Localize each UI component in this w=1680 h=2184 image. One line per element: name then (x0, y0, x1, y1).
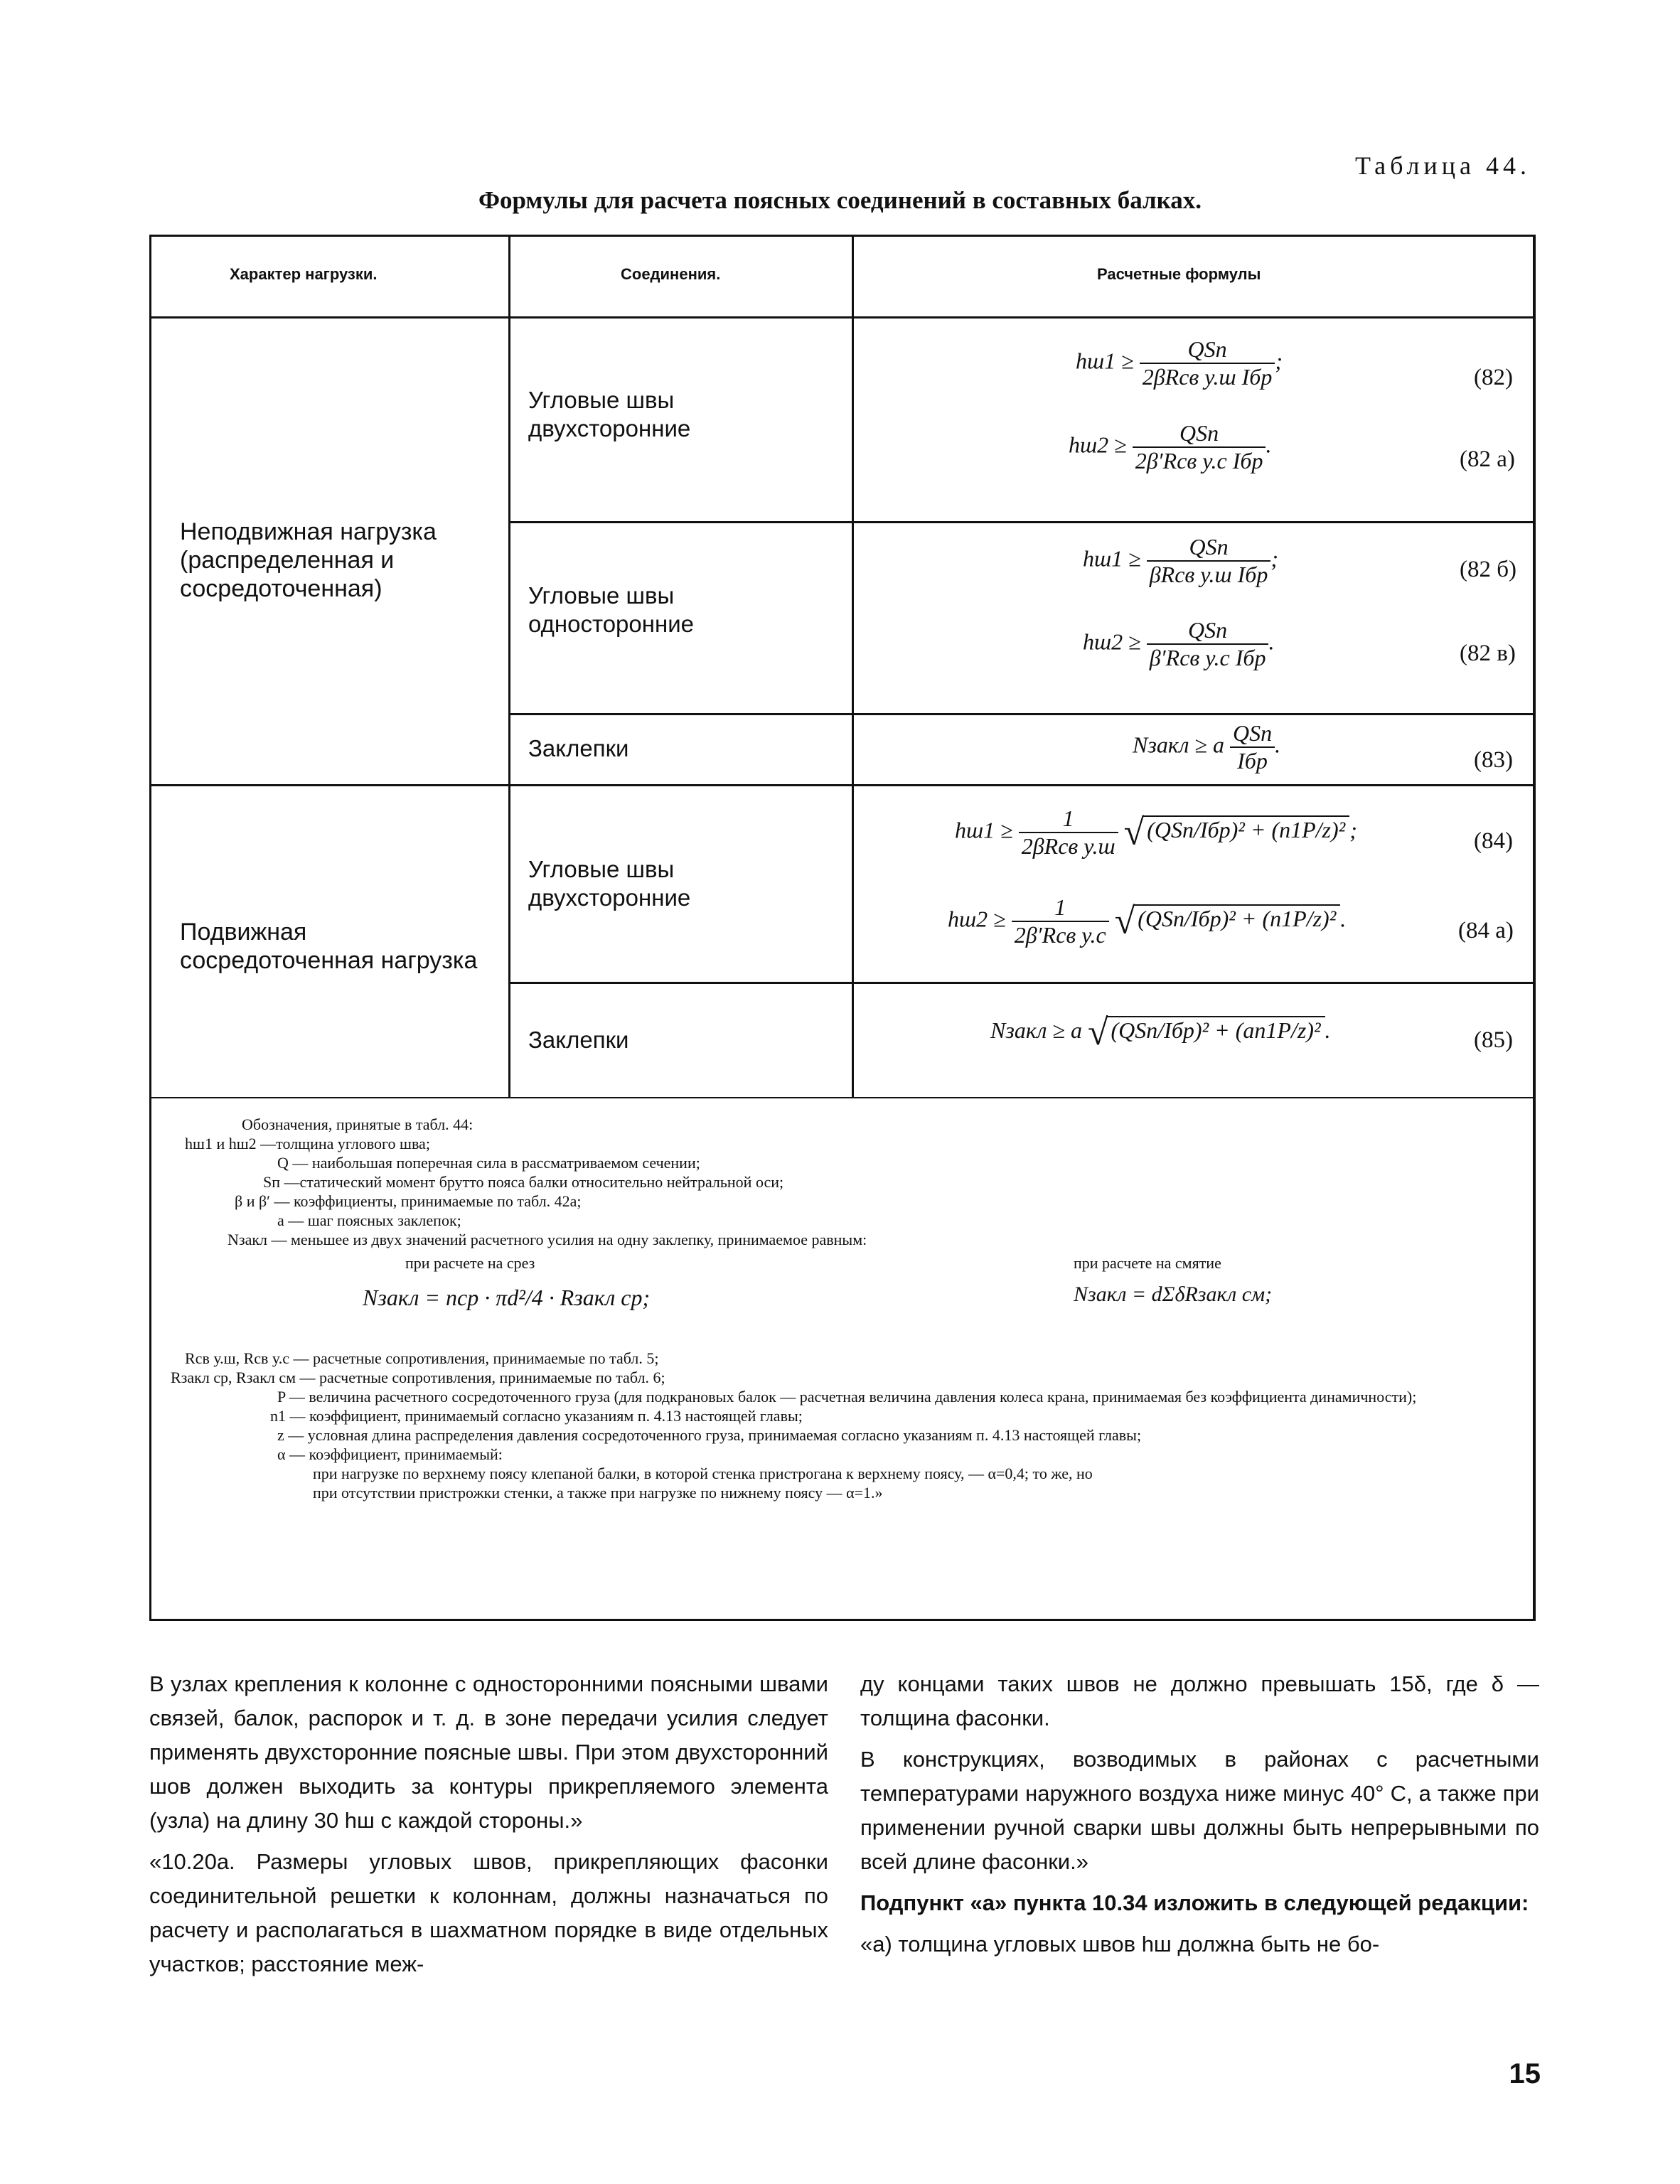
formula-84a: hш2 ≥ $\frac{1}{\text{2β′Rсв у.с}}$ √ (QSп/Iбр)² + (n1P/z)² . (948, 894, 1347, 948)
note-line: β и β′ — коэффициенты, принимаемые по табл. 42а; (235, 1192, 582, 1210)
header-load: Характер нагрузки. (230, 265, 378, 283)
formula-number-82a: (82 а) (1460, 446, 1515, 472)
paragraph: «10.20а. Размеры угловых швов, прикрепляющих фасонки соединительной решетки к колоннам, должны назначаться по расчету и располагаться в шахматном порядке в виде отдельных участков; расстояние меж- (149, 1849, 828, 1976)
note-line: при отсутствии пристрожки стенки, а также при нагрузке по нижнему поясу — α=1.» (313, 1484, 883, 1502)
formula-82b: hш1 ≥ $\frac{\text{QSп}}{\text{βRсв у.ш Iбр}}$ ; (1083, 534, 1279, 587)
notes-intro: Обозначения, принятые в табл. 44: (242, 1115, 473, 1133)
formula-82a: hш2 ≥ $\frac{\text{QSп}}{\text{2β′Rсв у.с Iбр}}$ . (1069, 420, 1272, 473)
body-left-column (149, 1667, 828, 1988)
table-notes (171, 1115, 1514, 1502)
note-line: при нагрузке по верхнему поясу клепаной балки, в которой стенка пристрогана к верхнему поясу, — α=0,4; то же, но (313, 1465, 1093, 1482)
header-formulas: Расчетные формулы (1097, 265, 1261, 283)
body-right-column (860, 1667, 1539, 1969)
load-moving: Подвижная сосредоточенная нагрузка (180, 919, 478, 974)
formula-number-85: (85) (1474, 1027, 1513, 1053)
paragraph: В конструкциях, возводимых в районах с расчетными температурами наружного воздуха ниже минус 40° С, а также при применении ручной сварки швы должны быть непрерывными по всей длине фасонки.» (860, 1747, 1539, 1874)
formula-82: hш1 ≥ $\frac{\text{QSп}}{\text{2βRсв у.ш Iбр}}$ ; (1076, 336, 1283, 390)
paragraph: ду концами таких швов не должно превышать 15δ, где δ — толщина фасонки. (860, 1671, 1539, 1730)
note-line: hш1 и hш2 —толщина углового шва; (185, 1135, 430, 1152)
formula-number-82v: (82 в) (1460, 641, 1516, 666)
note-line: Sп —статический момент брутто пояса балки относительно нейтральной оси; (263, 1173, 784, 1191)
paragraph: Подпункт «а» пункта 10.34 изложить в следующей редакции: (860, 1890, 1529, 1915)
formula-number-84: (84) (1474, 828, 1513, 854)
joint-rivets: Заклепки (528, 735, 629, 761)
joint-double-fillet: Угловые швы двухсторонние (528, 387, 691, 441)
note-line: Rсв у.ш, Rсв у.с — расчетные сопротивления, принимаемые по табл. 5; (185, 1349, 659, 1367)
table-title: Формулы для расчета поясных соединений в составных балках. (478, 186, 1202, 214)
joint-double-fillet-moving: Угловые швы двухсторонние (528, 856, 691, 911)
paragraph: «а) толщина угловых швов hш должна быть не бо- (860, 1932, 1380, 1956)
note-line: α — коэффициент, принимаемый: (277, 1445, 503, 1463)
shear-label: при расчете на срез (405, 1254, 535, 1272)
note-line: Nзакл — меньшее из двух значений расчетного усилия на одну заклепку, принимаемое равным: (228, 1231, 867, 1248)
page-number: 15 (1509, 2058, 1541, 2089)
note-line: n1 — коэффициент, принимаемый согласно указаниям п. 4.13 настоящей главы; (270, 1407, 803, 1425)
note-line: a — шаг поясных заклепок; (277, 1211, 461, 1229)
load-static: Неподвижная нагрузка (распределенная и сосредоточенная) (180, 518, 437, 602)
formula-number-84a: (84 а) (1458, 918, 1514, 943)
formula-85: Nзакл ≥ a √ (QSп/Iбр)² + (an1P/z)² . (990, 1012, 1331, 1053)
formula-83: Nзакл ≥ a $\frac{\text{QSп}}{\text{Iбр}}$ . (1133, 720, 1281, 774)
paragraph: В узлах крепления к колонне с односторонними поясными швами связей, балок, распорок и т. д. в зоне передачи усилия следует применять двухсторонние поясные швы. При этом двухсторонний шов должен выходить за контуры прикрепляемого элемента (узла) на длину 30 hш с каждой стороны.» (149, 1671, 828, 1833)
formula-84: hш1 ≥ $\frac{1}{\text{2βRсв у.ш}}$ √ (QSп/Iбр)² + (n1P/z)² ; (955, 805, 1357, 859)
shear-formula: Nзакл = nср · πd²/4 · Rзакл ср; (363, 1285, 651, 1310)
bearing-formula: Nзакл = dΣδRзакл см; (1074, 1283, 1273, 1306)
table-label: Таблица 44. (1355, 151, 1531, 180)
header-joint: Соединения. (621, 265, 721, 283)
note-line: z — условная длина распределения давления сосредоточенного груза, принимаемая согласно указаниям п. 4.13 настоящей главы; (277, 1426, 1142, 1444)
note-line: Rзакл ср, Rзакл см — расчетные сопротивления, принимаемые по табл. 6; (171, 1369, 665, 1386)
note-line: Q — наибольшая поперечная сила в рассматриваемом сечении; (277, 1154, 700, 1172)
formula-number-82b: (82 б) (1460, 557, 1517, 582)
formula-number-83: (83) (1474, 747, 1513, 773)
formula-number-82: (82) (1474, 365, 1513, 390)
joint-single-fillet: Угловые швы односторонние (528, 582, 694, 637)
joint-rivets-moving: Заклепки (528, 1027, 629, 1053)
note-line: P — величина расчетного сосредоточенного груза (для подкрановых балок — расчетная величина давления колеса крана, принимаемая без коэффициента динамичности); (277, 1388, 1417, 1406)
formula-82v: hш2 ≥ $\frac{\text{QSп}}{\text{β′Rсв у.с Iбр}}$ . (1083, 617, 1275, 670)
bearing-label: при расчете на смятие (1074, 1254, 1221, 1272)
